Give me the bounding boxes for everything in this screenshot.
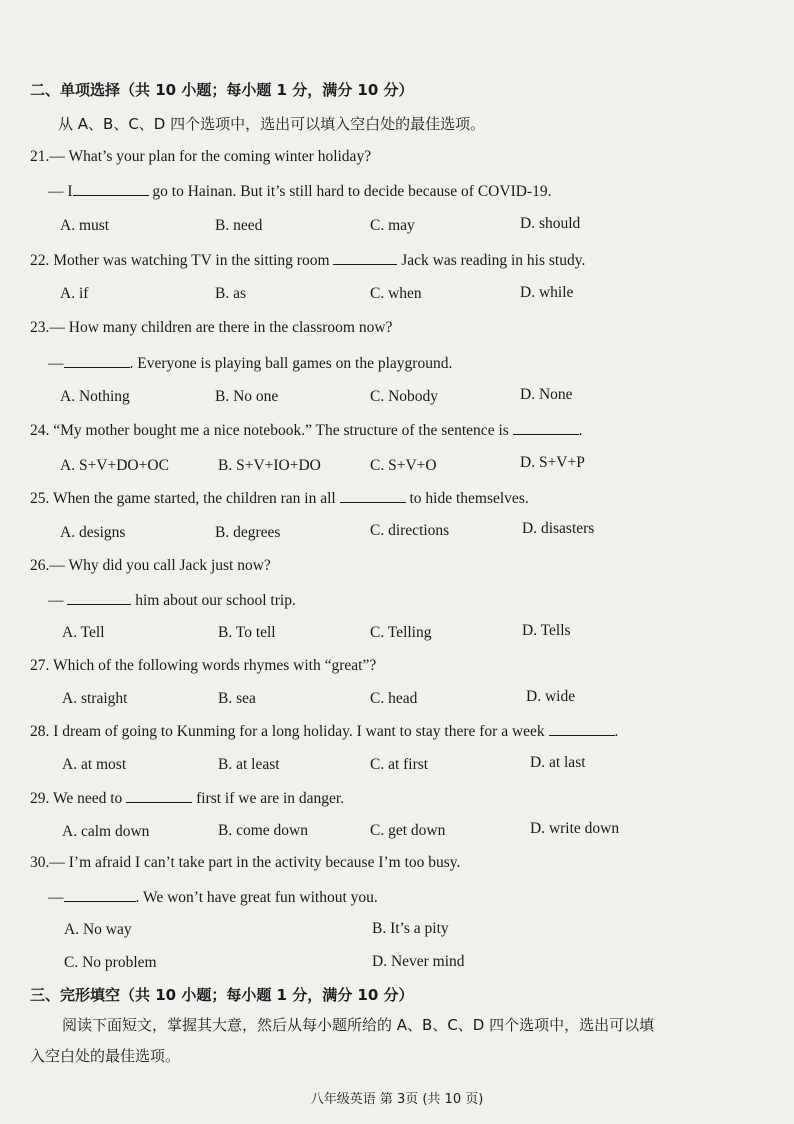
answer-blank	[340, 488, 406, 503]
answer-blank	[126, 788, 192, 803]
option-a: A. calm down	[62, 823, 150, 840]
section-3-instruction-line-2: 入空白处的最佳选项。	[30, 1047, 181, 1065]
option-b: B. need	[215, 217, 263, 234]
option-a: A. must	[60, 217, 110, 234]
option-b: B. at least	[218, 756, 280, 773]
page-footer: 八年级英语 第 3页 (共 10 页)	[310, 1092, 484, 1107]
question-24-stem: 24. “My mother bought me a nice notebook.” The structure of the sentence is .	[30, 422, 583, 439]
section-2-instruction: 从 A、B、C、D 四个选项中，选出可以填入空白处的最佳选项。	[58, 115, 486, 133]
option-c: C. S+V+O	[370, 457, 437, 474]
question-29-stem: 29. We need to first if we are in danger.	[30, 790, 345, 807]
option-c: C. directions	[370, 522, 450, 539]
answer-blank	[549, 721, 615, 736]
section-2-title: 二、单项选择（共 10 小题；每小题 1 分，满分 10 分）	[30, 81, 414, 99]
option-d: D. wide	[526, 688, 576, 705]
option-b: B. It’s a pity	[372, 920, 449, 937]
question-27-stem: 27. Which of the following words rhymes with “great”?	[30, 657, 377, 674]
option-b: B. degrees	[215, 524, 281, 541]
answer-blank	[64, 353, 130, 368]
question-30-stem: 30.— I’m afraid I can’t take part in the activity because I’m too busy.	[30, 854, 461, 871]
bleed-through-text	[470, 94, 473, 110]
answer-blank	[64, 887, 136, 902]
option-c: C. when	[370, 285, 422, 302]
question-28-stem: 28. I dream of going to Kunming for a long holiday. I want to stay there for a week .	[30, 723, 619, 740]
option-d: D. at last	[530, 754, 586, 771]
question-23-response: — . Everyone is playing ball games on the playground.	[48, 355, 453, 372]
option-d: D. Never mind	[372, 953, 465, 970]
option-c: C. get down	[370, 822, 446, 839]
option-c: C. at first	[370, 756, 429, 773]
option-d: D. while	[520, 284, 574, 301]
option-b: B. S+V+IO+DO	[218, 457, 321, 474]
option-d: D. None	[520, 386, 573, 403]
option-b: B. come down	[218, 822, 308, 839]
option-a: A. straight	[62, 690, 128, 707]
option-a: A. S+V+DO+OC	[60, 457, 169, 474]
option-d: D. write down	[530, 820, 620, 837]
option-c: C. head	[370, 690, 418, 707]
option-c: C. may	[370, 217, 415, 234]
question-30-response: — . We won’t have great fun without you.	[48, 889, 378, 906]
answer-blank	[73, 181, 149, 196]
question-21-response: — I go to Hainan. But it’s still hard to decide because of COVID-19.	[48, 183, 552, 200]
question-26-stem: 26.— Why did you call Jack just now?	[30, 557, 271, 574]
answer-blank	[333, 250, 397, 265]
question-25-stem: 25. When the game started, the children ran in all to hide themselves.	[30, 490, 529, 507]
option-c: C. Telling	[370, 624, 432, 641]
option-c: C. No problem	[64, 954, 157, 971]
option-a: A. designs	[60, 524, 126, 541]
option-a: A. at most	[62, 756, 127, 773]
answer-blank	[513, 420, 579, 435]
option-b: B. No one	[215, 388, 279, 405]
option-a: A. Tell	[62, 624, 105, 641]
question-22-stem: 22. Mother was watching TV in the sitting room Jack was reading in his study.	[30, 252, 586, 269]
option-a: A. No way	[64, 921, 132, 938]
option-b: B. To tell	[218, 624, 276, 641]
option-b: B. sea	[218, 690, 256, 707]
question-26-response: — him about our school trip.	[48, 592, 296, 609]
option-b: B. as	[215, 285, 246, 302]
option-a: A. Nothing	[60, 388, 130, 405]
option-d: D. S+V+P	[520, 454, 585, 471]
option-a: A. if	[60, 285, 89, 302]
section-3-instruction-line-1: 阅读下面短文，掌握其大意，然后从每小题所给的 A、B、C、D 四个选项中，选出可以填	[62, 1016, 655, 1034]
option-d: D. should	[520, 215, 581, 232]
option-d: D. Tells	[522, 622, 571, 639]
option-d: D. disasters	[522, 520, 595, 537]
question-23-stem: 23.— How many children are there in the classroom now?	[30, 319, 393, 336]
question-21-stem: 21.— What’s your plan for the coming winter holiday?	[30, 148, 372, 165]
option-c: C. Nobody	[370, 388, 439, 405]
answer-blank	[67, 590, 131, 605]
section-3-title: 三、完形填空（共 10 小题；每小题 1 分，满分 10 分）	[30, 986, 414, 1004]
